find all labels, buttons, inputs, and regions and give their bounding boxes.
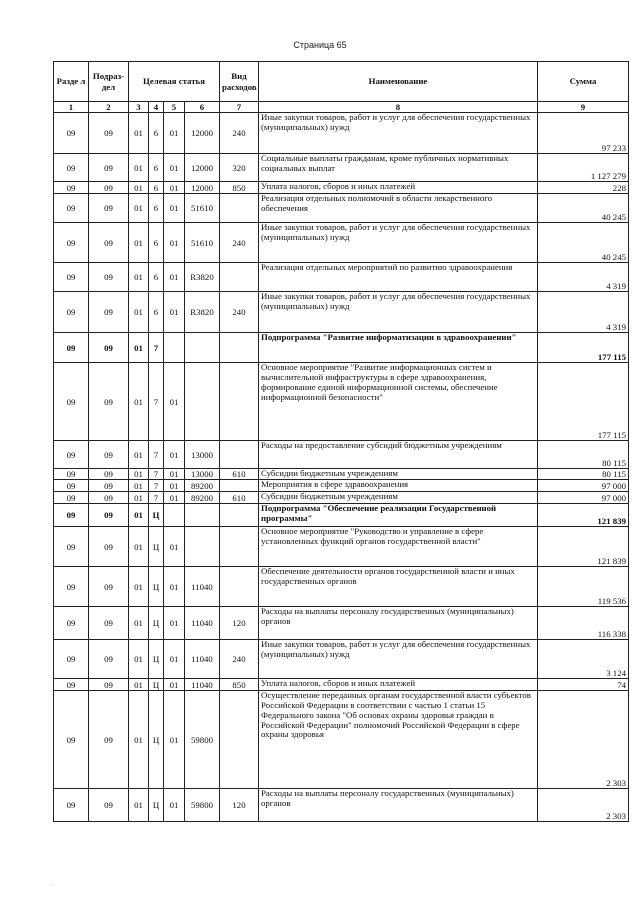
expense-type-cell [220, 504, 259, 527]
page-number-label: Страница 65 [293, 40, 347, 50]
name-cell: Уплата налогов, сборов и иных платежей [259, 679, 538, 691]
target-item-event-cell: 01 [164, 154, 185, 182]
target-item-subprogram-cell: 6 [149, 263, 164, 292]
subsection-cell: 09 [89, 567, 129, 607]
target-item-subprogram-cell: 7 [149, 469, 164, 480]
section-cell: 09 [54, 441, 89, 469]
section-cell: 09 [54, 567, 89, 607]
name-cell: Иные закупки товаров, работ и услуг для обеспечения государственных (муниципальных) нужд [259, 292, 538, 333]
target-item-event-cell: 01 [164, 691, 185, 789]
section-cell: 09 [54, 223, 89, 263]
expense-type-cell: 240 [220, 223, 259, 263]
target-item-direction-cell [185, 527, 220, 567]
amount-cell: 40 245 [538, 194, 629, 223]
table-row [54, 263, 629, 292]
name-cell: Расходы на предоставление субсидий бюджетным учреждениям [259, 441, 538, 469]
subsection-cell: 09 [89, 154, 129, 182]
target-item-program-cell: 01 [129, 363, 149, 441]
expense-type-cell: 610 [220, 492, 259, 504]
amount-cell: 121 839 [538, 504, 629, 527]
target-item-subprogram-cell: 7 [149, 333, 164, 363]
target-item-program-cell: 01 [129, 640, 149, 679]
column-number: 9 [538, 102, 629, 113]
expense-type-cell [220, 263, 259, 292]
table-row [54, 363, 629, 441]
subsection-cell: 09 [89, 789, 129, 822]
section-cell: 09 [54, 292, 89, 333]
amount-cell: 228 [538, 182, 629, 194]
subsection-cell: 09 [89, 363, 129, 441]
target-item-subprogram-cell: 7 [149, 480, 164, 492]
section-cell: 09 [54, 480, 89, 492]
target-item-direction-cell: 51610 [185, 223, 220, 263]
target-item-event-cell: 01 [164, 469, 185, 480]
subsection-cell: 09 [89, 527, 129, 567]
target-item-subprogram-cell: Ц [149, 504, 164, 527]
scan-mark: · [52, 883, 54, 889]
section-cell: 09 [54, 504, 89, 527]
amount-cell: 2 303 [538, 789, 629, 822]
name-cell: Основное мероприятие "Руководство и управление в сфере установленных функций органов государственной власти" [259, 527, 538, 567]
table-row [54, 640, 629, 679]
table-row [54, 292, 629, 333]
column-number: 7 [220, 102, 259, 113]
target-item-program-cell: 01 [129, 567, 149, 607]
subsection-cell: 09 [89, 640, 129, 679]
target-item-direction-cell: 11040 [185, 640, 220, 679]
target-item-direction-cell: 11040 [185, 567, 220, 607]
section-cell: 09 [54, 154, 89, 182]
subsection-cell: 09 [89, 607, 129, 640]
target-item-program-cell: 01 [129, 263, 149, 292]
table-body [54, 113, 629, 822]
amount-cell: 119 536 [538, 567, 629, 607]
amount-cell: 4 319 [538, 292, 629, 333]
expense-type-cell: 240 [220, 113, 259, 154]
subsection-cell: 09 [89, 333, 129, 363]
target-item-program-cell: 01 [129, 504, 149, 527]
target-item-direction-cell [185, 504, 220, 527]
target-item-event-cell: 01 [164, 492, 185, 504]
name-cell: Иные закупки товаров, работ и услуг для обеспечения государственных (муниципальных) нужд [259, 640, 538, 679]
target-item-subprogram-cell: 7 [149, 363, 164, 441]
name-cell: Подпрограмма "Обеспечение реализации Государственной программы" [259, 504, 538, 527]
name-cell: Социальные выплаты гражданам, кроме публичных нормативных социальных выплат [259, 154, 538, 182]
target-item-subprogram-cell: Ц [149, 527, 164, 567]
header-expense-type: Вид расходов [220, 62, 259, 102]
name-cell: Подпрограмма "Развитие информатизации в здравоохранении" [259, 333, 538, 363]
amount-cell: 2 303 [538, 691, 629, 789]
subsection-cell: 09 [89, 263, 129, 292]
target-item-subprogram-cell: 6 [149, 113, 164, 154]
target-item-direction-cell: 59800 [185, 789, 220, 822]
expense-type-cell [220, 567, 259, 607]
table-row [54, 607, 629, 640]
target-item-direction-cell [185, 333, 220, 363]
expense-type-cell: 240 [220, 292, 259, 333]
amount-cell: 177 115 [538, 363, 629, 441]
section-cell: 09 [54, 679, 89, 691]
subsection-cell: 09 [89, 113, 129, 154]
column-number: 4 [149, 102, 164, 113]
subsection-cell: 09 [89, 223, 129, 263]
table-row [54, 469, 629, 480]
table-row [54, 182, 629, 194]
subsection-cell: 09 [89, 691, 129, 789]
amount-cell: 97 233 [538, 113, 629, 154]
target-item-event-cell: 01 [164, 607, 185, 640]
expense-type-cell [220, 480, 259, 492]
target-item-direction-cell: 11040 [185, 607, 220, 640]
expense-type-cell: 850 [220, 182, 259, 194]
target-item-event-cell: 01 [164, 441, 185, 469]
target-item-subprogram-cell: Ц [149, 789, 164, 822]
expense-type-cell: 610 [220, 469, 259, 480]
target-item-subprogram-cell: 6 [149, 223, 164, 263]
target-item-event-cell: 01 [164, 223, 185, 263]
target-item-subprogram-cell: 6 [149, 292, 164, 333]
target-item-direction-cell: 59800 [185, 691, 220, 789]
budget-table [53, 61, 629, 822]
section-cell: 09 [54, 263, 89, 292]
subsection-cell: 09 [89, 504, 129, 527]
expense-type-cell: 850 [220, 679, 259, 691]
subsection-cell: 09 [89, 441, 129, 469]
header-name: Наименование [259, 62, 538, 102]
target-item-direction-cell: 12000 [185, 154, 220, 182]
target-item-program-cell: 01 [129, 333, 149, 363]
target-item-program-cell: 01 [129, 527, 149, 567]
name-cell: Основное мероприятие "Развитие информационных систем и вычислительной инфраструктуры в сфере здравоохранения, формирование единой информационной системы, обеспечение информационной безопасности" [259, 363, 538, 441]
target-item-direction-cell: 51610 [185, 194, 220, 223]
section-cell: 09 [54, 113, 89, 154]
target-item-subprogram-cell: Ц [149, 567, 164, 607]
target-item-program-cell: 01 [129, 441, 149, 469]
target-item-direction-cell: 11040 [185, 679, 220, 691]
target-item-direction-cell: 12000 [185, 113, 220, 154]
section-cell: 09 [54, 789, 89, 822]
target-item-event-cell: 01 [164, 640, 185, 679]
target-item-direction-cell: 13000 [185, 441, 220, 469]
subsection-cell: 09 [89, 679, 129, 691]
target-item-event-cell: 01 [164, 113, 185, 154]
name-cell: Мероприятия в сфере здравоохранения [259, 480, 538, 492]
column-number: 1 [54, 102, 89, 113]
expense-type-cell [220, 527, 259, 567]
expense-type-cell [220, 441, 259, 469]
target-item-subprogram-cell: Ц [149, 679, 164, 691]
target-item-program-cell: 01 [129, 194, 149, 223]
section-cell: 09 [54, 363, 89, 441]
header-target-item: Целевая статья [129, 62, 220, 102]
table-row [54, 154, 629, 182]
header-subsection: Подраз- дел [89, 62, 129, 102]
amount-cell: 97 000 [538, 492, 629, 504]
subsection-cell: 09 [89, 182, 129, 194]
target-item-event-cell: 01 [164, 194, 185, 223]
section-cell: 09 [54, 640, 89, 679]
column-number: 6 [185, 102, 220, 113]
name-cell: Расходы на выплаты персоналу государственных (муниципальных) органов [259, 789, 538, 822]
target-item-subprogram-cell: Ц [149, 607, 164, 640]
target-item-event-cell: 01 [164, 789, 185, 822]
name-cell: Иные закупки товаров, работ и услуг для обеспечения государственных (муниципальных) нужд [259, 113, 538, 154]
target-item-subprogram-cell: 6 [149, 194, 164, 223]
table-row [54, 691, 629, 789]
table-row [54, 223, 629, 263]
target-item-program-cell: 01 [129, 789, 149, 822]
target-item-subprogram-cell: 7 [149, 492, 164, 504]
table-row [54, 679, 629, 691]
target-item-subprogram-cell: 7 [149, 441, 164, 469]
section-cell: 09 [54, 492, 89, 504]
table-row [54, 504, 629, 527]
table-row [54, 333, 629, 363]
header-amount: Сумма [538, 62, 629, 102]
target-item-program-cell: 01 [129, 223, 149, 263]
target-item-event-cell [164, 504, 185, 527]
table-row [54, 194, 629, 223]
target-item-subprogram-cell: 6 [149, 182, 164, 194]
section-cell: 09 [54, 607, 89, 640]
name-cell: Осуществление переданных органам государственной власти субъектов Российской Федерации в соответствии с частью 1 статьи 15 Федерального закона "Об основах охраны здоровья граждан в Российской Федерации" полномочий Российской Федерации в сфере охраны здоровья [259, 691, 538, 789]
amount-cell: 121 839 [538, 527, 629, 567]
target-item-event-cell: 01 [164, 292, 185, 333]
target-item-program-cell: 01 [129, 182, 149, 194]
target-item-direction-cell [185, 363, 220, 441]
amount-cell: 177 115 [538, 333, 629, 363]
target-item-program-cell: 01 [129, 292, 149, 333]
name-cell: Реализация отдельных мероприятий по развитию здравоохранения [259, 263, 538, 292]
expense-type-cell [220, 363, 259, 441]
subsection-cell: 09 [89, 469, 129, 480]
subsection-cell: 09 [89, 480, 129, 492]
table-row [54, 567, 629, 607]
header-section: Разде л [54, 62, 89, 102]
target-item-program-cell: 01 [129, 607, 149, 640]
amount-cell: 80 115 [538, 441, 629, 469]
amount-cell: 116 338 [538, 607, 629, 640]
target-item-event-cell: 01 [164, 527, 185, 567]
column-number: 3 [129, 102, 149, 113]
target-item-direction-cell: 89200 [185, 480, 220, 492]
name-cell: Субсидии бюджетным учреждениям [259, 469, 538, 480]
expense-type-cell: 240 [220, 640, 259, 679]
column-number: 5 [164, 102, 185, 113]
column-number: 2 [89, 102, 129, 113]
column-numbers-row [54, 102, 629, 113]
subsection-cell: 09 [89, 292, 129, 333]
target-item-direction-cell: R3820 [185, 292, 220, 333]
name-cell: Обеспечение деятельности органов государственной власти и иных государственных органов [259, 567, 538, 607]
target-item-subprogram-cell: Ц [149, 640, 164, 679]
section-cell: 09 [54, 691, 89, 789]
table-row [54, 789, 629, 822]
subsection-cell: 09 [89, 194, 129, 223]
table-row [54, 441, 629, 469]
column-number: 8 [259, 102, 538, 113]
target-item-event-cell: 01 [164, 480, 185, 492]
name-cell: Субсидии бюджетным учреждениям [259, 492, 538, 504]
table-row [54, 527, 629, 567]
name-cell: Уплата налогов, сборов и иных платежей [259, 182, 538, 194]
target-item-event-cell: 01 [164, 679, 185, 691]
target-item-event-cell: 01 [164, 567, 185, 607]
amount-cell: 74 [538, 679, 629, 691]
target-item-program-cell: 01 [129, 154, 149, 182]
section-cell: 09 [54, 469, 89, 480]
name-cell: Расходы на выплаты персоналу государственных (муниципальных) органов [259, 607, 538, 640]
target-item-event-cell: 01 [164, 363, 185, 441]
name-cell: Реализация отдельных полномочий в области лекарственного обеспечения [259, 194, 538, 223]
target-item-direction-cell: 89200 [185, 492, 220, 504]
target-item-event-cell: 01 [164, 263, 185, 292]
expense-type-cell [220, 691, 259, 789]
subsection-cell: 09 [89, 492, 129, 504]
section-cell: 09 [54, 527, 89, 567]
target-item-program-cell: 01 [129, 469, 149, 480]
target-item-direction-cell: 13000 [185, 469, 220, 480]
amount-cell: 80 115 [538, 469, 629, 480]
table-row [54, 492, 629, 504]
table-row [54, 480, 629, 492]
section-cell: 09 [54, 333, 89, 363]
target-item-subprogram-cell: Ц [149, 691, 164, 789]
expense-type-cell [220, 194, 259, 223]
target-item-program-cell: 01 [129, 691, 149, 789]
amount-cell: 1 127 279 [538, 154, 629, 182]
target-item-subprogram-cell: 6 [149, 154, 164, 182]
expense-type-cell: 120 [220, 607, 259, 640]
amount-cell: 97 000 [538, 480, 629, 492]
amount-cell: 40 245 [538, 223, 629, 263]
table-header-row [54, 62, 629, 102]
expense-type-cell: 120 [220, 789, 259, 822]
target-item-event-cell [164, 333, 185, 363]
amount-cell: 4 319 [538, 263, 629, 292]
target-item-direction-cell: R3820 [185, 263, 220, 292]
target-item-program-cell: 01 [129, 113, 149, 154]
section-cell: 09 [54, 182, 89, 194]
amount-cell: 3 124 [538, 640, 629, 679]
target-item-program-cell: 01 [129, 679, 149, 691]
expense-type-cell: 320 [220, 154, 259, 182]
section-cell: 09 [54, 194, 89, 223]
target-item-direction-cell: 12000 [185, 182, 220, 194]
name-cell: Иные закупки товаров, работ и услуг для обеспечения государственных (муниципальных) нужд [259, 223, 538, 263]
target-item-event-cell: 01 [164, 182, 185, 194]
target-item-program-cell: 01 [129, 480, 149, 492]
table-row [54, 113, 629, 154]
expense-type-cell [220, 333, 259, 363]
target-item-program-cell: 01 [129, 492, 149, 504]
